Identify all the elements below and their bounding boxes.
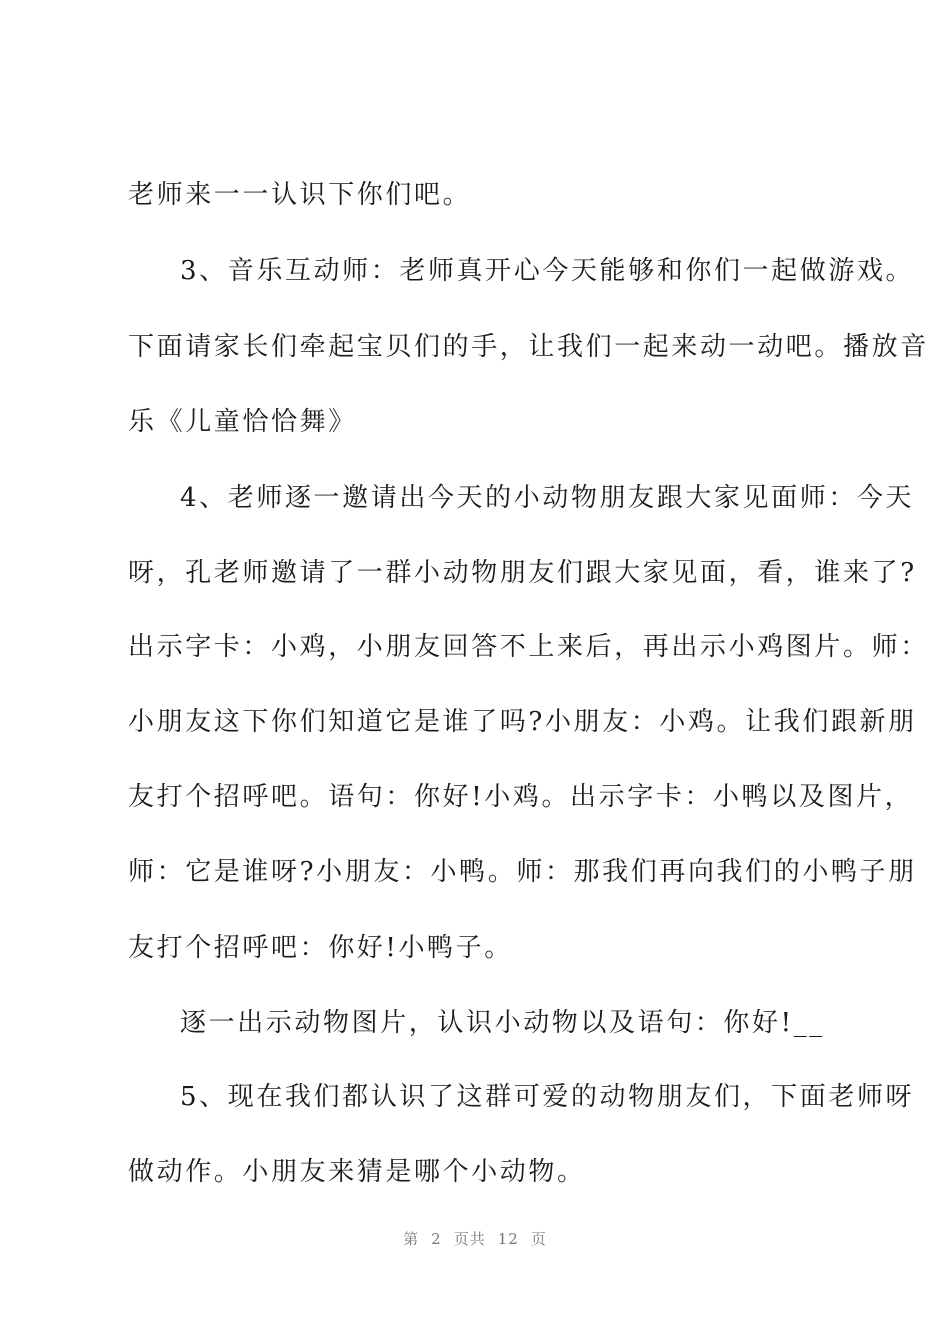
text-line: 做动作。小朋友来猜是哪个小动物。: [128, 1157, 586, 1187]
text-line: 逐一出示动物图片，认识小动物以及语句：你好!__: [180, 1008, 825, 1038]
page-footer: [0, 1228, 950, 1249]
text-line: 下面请家长们牵起宝贝们的手，让我们一起来动一动吧。播放音: [128, 332, 929, 362]
text-line: 师：它是谁呀?小朋友：小鸭。师：那我们再向我们的小鸭子朋: [128, 857, 917, 887]
text-line: 3、音乐互动师：老师真开心今天能够和你们一起做游戏。: [180, 256, 915, 286]
text-line: 友打个招呼吧：你好!小鸭子。: [128, 933, 513, 963]
page-label-prefix: 第: [403, 1230, 420, 1248]
text-line: 4、老师逐一邀请出今天的小动物朋友跟大家见面师：今天: [180, 483, 915, 513]
total-pages-number: 12: [497, 1230, 519, 1248]
current-page-number: 2: [431, 1230, 442, 1248]
text-line: 友打个招呼吧。语句：你好!小鸡。出示字卡：小鸭以及图片，: [128, 782, 914, 812]
page-label-middle: 页共: [453, 1230, 486, 1248]
text-line: 出示字卡：小鸡，小朋友回答不上来后，再出示小鸡图片。师：: [128, 632, 929, 662]
text-line: 乐《儿童恰恰舞》: [128, 407, 357, 437]
text-line: 呀，孔老师邀请了一群小动物朋友们跟大家见面，看，谁来了?: [128, 558, 917, 588]
text-line: 老师来一一认识下你们吧。: [128, 180, 472, 210]
text-line: 5、现在我们都认识了这群可爱的动物朋友们，下面老师呀: [180, 1082, 915, 1112]
text-line: 小朋友这下你们知道它是谁了吗?小朋友：小鸡。让我们跟新朋: [128, 707, 917, 737]
page-label-suffix: 页: [530, 1230, 547, 1248]
